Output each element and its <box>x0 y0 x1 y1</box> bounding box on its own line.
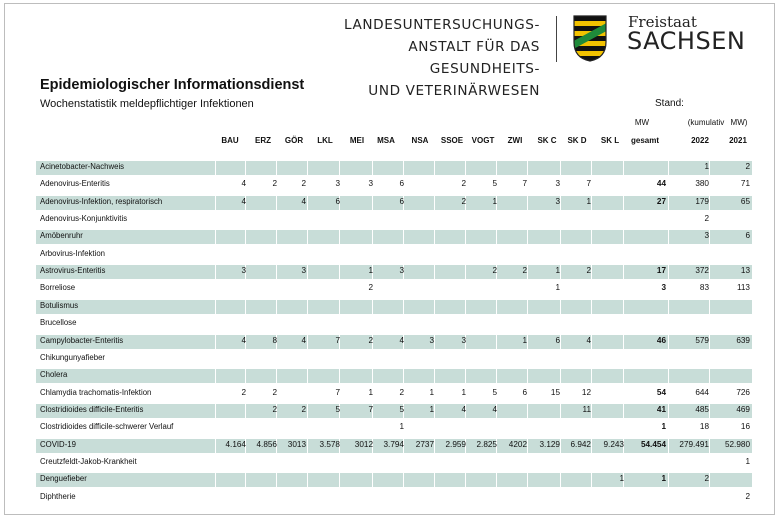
state-name: SACHSEN <box>627 27 746 55</box>
cell-divider <box>276 473 277 487</box>
cell-divider <box>434 369 435 383</box>
table-cell: 3.578 <box>319 439 340 449</box>
table-cell: 6 <box>522 387 527 397</box>
cell-divider <box>591 230 592 244</box>
cell-divider <box>372 369 373 383</box>
row-label: Arbovirus-Infektion <box>40 248 106 258</box>
table-cell: 3012 <box>354 439 373 449</box>
table-cell: 2 <box>704 474 709 484</box>
cell-divider <box>307 265 308 279</box>
table-cell: 3 <box>555 179 560 189</box>
state-label: Freistaat <box>628 13 697 31</box>
table-cell: 4 <box>461 404 466 414</box>
cell-divider <box>276 161 277 175</box>
table-cell: 13 <box>740 266 750 276</box>
row-label: Denguefieber <box>40 474 87 484</box>
table-cell: 27 <box>656 196 666 206</box>
row-label: Chikungunyafieber <box>40 352 106 362</box>
table-cell: 5 <box>492 179 497 189</box>
cell-divider <box>245 300 246 314</box>
table-cell: 1 <box>522 335 527 345</box>
table-cell: 4 <box>241 179 246 189</box>
table-cell: 2.825 <box>476 439 497 449</box>
cell-divider <box>245 369 246 383</box>
stand-label: Stand: <box>655 98 684 109</box>
cell-divider <box>560 230 561 244</box>
cell-divider <box>372 300 373 314</box>
cell-divider <box>560 161 561 175</box>
cell-divider <box>591 335 592 349</box>
cell-divider <box>623 230 624 244</box>
table-cell: 7 <box>586 179 591 189</box>
table-cell: 4 <box>492 404 497 414</box>
column-header: SK D <box>567 136 587 145</box>
table-cell: 644 <box>695 387 709 397</box>
table-row <box>36 230 753 244</box>
cell-divider <box>403 369 404 383</box>
cell-divider <box>752 300 753 314</box>
cell-divider <box>623 161 624 175</box>
table-cell: 11 <box>582 404 591 414</box>
table-cell: 83 <box>699 283 709 293</box>
table-row <box>36 456 753 470</box>
table-cell: 8 <box>272 335 277 345</box>
cell-divider <box>668 300 669 314</box>
cell-divider <box>307 473 308 487</box>
table-cell: 3 <box>661 283 666 293</box>
table-row <box>36 248 753 262</box>
table-row <box>36 300 753 314</box>
cell-divider <box>668 369 669 383</box>
cell-divider <box>465 161 466 175</box>
table-cell: 2 <box>368 283 373 293</box>
table-row <box>36 369 753 383</box>
table-cell: 6 <box>555 335 560 345</box>
column-header: SSOE <box>440 136 464 145</box>
cell-divider <box>560 369 561 383</box>
table-cell: 2 <box>704 214 709 224</box>
table-cell: 1 <box>661 474 666 484</box>
cell-divider <box>527 300 528 314</box>
cell-divider <box>276 300 277 314</box>
cell-divider <box>709 473 710 487</box>
table-cell: 3 <box>555 196 560 206</box>
cell-divider <box>752 161 753 175</box>
table-cell: 1 <box>745 456 750 466</box>
table-row <box>36 196 753 210</box>
page-title: Epidemiologischer Informationsdienst <box>40 77 305 93</box>
table-cell: 279.491 <box>679 439 709 449</box>
table-cell: 2 <box>461 179 466 189</box>
table-cell: 6.942 <box>570 439 591 449</box>
table-row <box>36 282 753 296</box>
cell-divider <box>434 265 435 279</box>
cell-divider <box>527 161 528 175</box>
table-cell: 7 <box>335 387 340 397</box>
row-label: Adenovirus-Enteritis <box>40 179 110 189</box>
agency-line-2: ANSTALT FÜR DAS GESUNDHEITS- <box>408 39 540 77</box>
header-mw: MW <box>634 118 650 127</box>
table-cell: 1 <box>555 266 560 276</box>
table-cell: 1 <box>492 196 497 206</box>
table-row <box>36 335 753 349</box>
cell-divider <box>307 300 308 314</box>
cell-divider <box>434 161 435 175</box>
column-header: MSA <box>377 136 395 145</box>
cell-divider <box>307 230 308 244</box>
table-cell: 372 <box>695 266 709 276</box>
table-cell: 44 <box>656 179 666 189</box>
table-row <box>36 265 753 279</box>
cell-divider <box>215 473 216 487</box>
table-row <box>36 213 753 227</box>
table-cell: 18 <box>699 422 709 432</box>
cell-divider <box>560 473 561 487</box>
table-cell: 3 <box>429 335 434 345</box>
cell-divider <box>245 473 246 487</box>
table-row <box>36 491 753 505</box>
table-cell: 4 <box>241 335 246 345</box>
table-row <box>36 352 753 366</box>
cell-divider <box>215 300 216 314</box>
row-label: Creutzfeldt-Jakob-Krankheit <box>40 456 137 466</box>
cell-divider <box>591 404 592 418</box>
table-cell: 3 <box>704 231 709 241</box>
table-cell: 17 <box>656 266 666 276</box>
table-cell: 71 <box>740 179 750 189</box>
table-cell: 3 <box>301 266 306 276</box>
column-header: SK L <box>600 136 620 145</box>
table-cell: 2737 <box>415 439 434 449</box>
table-cell: 7 <box>522 179 527 189</box>
table-cell: 3 <box>335 179 340 189</box>
table-cell: 4.164 <box>225 439 246 449</box>
header-divider <box>556 16 557 62</box>
column-header: GÖR <box>284 136 304 145</box>
agency-name <box>318 14 540 102</box>
table-cell: 54 <box>656 387 666 397</box>
table-cell: 1 <box>429 404 434 414</box>
table-cell: 6 <box>399 196 404 206</box>
cell-divider <box>527 230 528 244</box>
cell-divider <box>465 300 466 314</box>
cell-divider <box>496 300 497 314</box>
table-cell: 3 <box>461 335 466 345</box>
table-cell: 179 <box>695 196 709 206</box>
table-cell: 469 <box>736 404 750 414</box>
column-header: ZWI <box>507 136 523 145</box>
cell-divider <box>623 369 624 383</box>
cell-divider <box>339 369 340 383</box>
column-header: SK C <box>537 136 557 145</box>
table-cell: 7 <box>368 404 373 414</box>
row-label: Brucellose <box>40 318 77 328</box>
table-cell: 2 <box>272 387 277 397</box>
table-cell: 726 <box>736 387 750 397</box>
column-header: NSA <box>411 136 429 145</box>
cell-divider <box>372 473 373 487</box>
table-cell: 380 <box>695 179 709 189</box>
table-cell: 485 <box>695 404 709 414</box>
table-cell: 1 <box>461 387 466 397</box>
row-label: Campylobacter-Enteritis <box>40 335 124 345</box>
table-cell: 3 <box>241 266 246 276</box>
table-cell: 5 <box>492 387 497 397</box>
cell-divider <box>245 161 246 175</box>
column-header: LKL <box>317 136 333 145</box>
row-label: Chlamydia trachomatis-Infektion <box>40 387 152 397</box>
agency-line-1: LANDESUNTERSUCHUNGS- <box>344 17 540 33</box>
cell-divider <box>339 473 340 487</box>
table-cell: 54.454 <box>640 439 666 449</box>
column-header: ERZ <box>255 136 271 145</box>
row-label: Acinetobacter-Nachweis <box>40 162 125 171</box>
table-cell: 1 <box>555 283 560 293</box>
table-row <box>36 473 753 487</box>
table-row <box>36 439 753 453</box>
table-cell: 579 <box>695 335 709 345</box>
table-cell: 4202 <box>508 439 527 449</box>
column-header: BAU <box>221 136 239 145</box>
table-cell: 15 <box>550 387 560 397</box>
cell-divider <box>215 230 216 244</box>
header-mw-close: MW) <box>730 118 748 127</box>
cell-divider <box>752 335 753 349</box>
row-label: Clostridioides difficile-Enteritis <box>40 404 144 414</box>
table-cell: 7 <box>335 335 340 345</box>
table-row <box>36 387 753 401</box>
cell-divider <box>307 369 308 383</box>
cell-divider <box>709 300 710 314</box>
table-row <box>36 421 753 435</box>
table-cell: 2 <box>492 266 497 276</box>
cell-divider <box>591 196 592 210</box>
row-label: Adenovirus-Konjunktivitis <box>40 214 128 224</box>
table-cell: 41 <box>656 404 666 414</box>
table-cell: 2 <box>301 179 306 189</box>
cell-divider <box>434 230 435 244</box>
cell-divider <box>527 404 528 418</box>
table-row <box>36 161 753 175</box>
cell-divider <box>527 369 528 383</box>
cell-divider <box>276 230 277 244</box>
table-cell: 6 <box>335 196 340 206</box>
table-cell: 6 <box>399 179 404 189</box>
row-label: Cholera <box>40 370 68 380</box>
table-cell: 4 <box>586 335 591 345</box>
table-cell: 9.243 <box>603 439 624 449</box>
cell-divider <box>591 369 592 383</box>
cell-divider <box>465 230 466 244</box>
cell-divider <box>527 473 528 487</box>
row-label: Astrovirus-Enteritis <box>40 266 106 276</box>
table-cell: 2 <box>301 404 306 414</box>
cell-divider <box>215 161 216 175</box>
column-header: 2022 <box>691 136 709 145</box>
table-cell: 1 <box>704 162 709 171</box>
cell-divider <box>245 230 246 244</box>
table-cell: 12 <box>581 387 591 397</box>
table-cell: 1 <box>661 422 666 432</box>
coat-of-arms-icon <box>572 14 608 62</box>
table-cell: 2 <box>241 387 246 397</box>
column-header: VOGT <box>471 136 495 145</box>
table-row <box>36 404 753 418</box>
table-cell: 4 <box>301 196 306 206</box>
table-cell: 3013 <box>287 439 306 449</box>
table-cell: 1 <box>586 196 591 206</box>
cell-divider <box>403 300 404 314</box>
cell-divider <box>591 161 592 175</box>
cell-divider <box>752 265 753 279</box>
cell-divider <box>307 161 308 175</box>
table-cell: 2 <box>461 196 466 206</box>
table-row <box>36 317 753 331</box>
cell-divider <box>276 369 277 383</box>
cell-divider <box>496 230 497 244</box>
column-header: 2021 <box>729 136 747 145</box>
cell-divider <box>339 161 340 175</box>
table-cell: 2.959 <box>445 439 466 449</box>
column-header: MEI <box>349 136 365 145</box>
table-cell: 4 <box>241 196 246 206</box>
table-cell: 52.980 <box>724 439 750 449</box>
table-cell: 3 <box>368 179 373 189</box>
cell-divider <box>215 404 216 418</box>
row-label: Borreliose <box>40 283 76 293</box>
cell-divider <box>752 439 753 453</box>
cell-divider <box>434 473 435 487</box>
table-cell: 2 <box>272 179 277 189</box>
cell-divider <box>496 369 497 383</box>
cell-divider <box>372 230 373 244</box>
cell-divider <box>591 265 592 279</box>
table-cell: 4 <box>301 335 306 345</box>
table-cell: 6 <box>745 231 750 241</box>
row-label: Clostridioides difficile-schwerer Verlauf <box>40 422 174 432</box>
cell-divider <box>465 473 466 487</box>
table-cell: 1 <box>619 474 624 484</box>
cell-divider <box>339 300 340 314</box>
cell-divider <box>496 161 497 175</box>
table-cell: 5 <box>335 404 340 414</box>
row-label: Amöbenruhr <box>40 231 83 241</box>
table-cell: 113 <box>736 283 750 293</box>
row-label: Botulismus <box>40 300 79 310</box>
table-cell: 2 <box>745 162 750 171</box>
table-cell: 5 <box>399 404 404 414</box>
row-label: Diphtherie <box>40 491 76 501</box>
cell-divider <box>752 473 753 487</box>
agency-line-3: UND VETERINÄRWESEN <box>368 83 540 99</box>
table-cell: 4 <box>399 335 404 345</box>
table-cell: 3.794 <box>383 439 404 449</box>
cell-divider <box>403 230 404 244</box>
table-cell: 2 <box>522 266 527 276</box>
cell-divider <box>496 473 497 487</box>
header-kumulativ: (kumulativ <box>687 118 725 127</box>
cell-divider <box>215 369 216 383</box>
table-cell: 1 <box>368 266 373 276</box>
table-cell: 3 <box>399 266 404 276</box>
cell-divider <box>465 369 466 383</box>
table-cell: 2 <box>368 335 373 345</box>
table-cell: 1 <box>399 422 404 432</box>
table-cell: 1 <box>429 387 434 397</box>
table-cell: 46 <box>656 335 666 345</box>
cell-divider <box>434 300 435 314</box>
cell-divider <box>752 369 753 383</box>
cell-divider <box>560 300 561 314</box>
table-cell: 2 <box>745 491 750 501</box>
page-subtitle: Wochenstatistik meldepflichtiger Infektionen <box>40 98 254 110</box>
cell-divider <box>752 404 753 418</box>
cell-divider <box>709 369 710 383</box>
table-cell: 4.856 <box>256 439 277 449</box>
row-label: COVID-19 <box>40 439 76 449</box>
column-header: gesamt <box>630 136 659 145</box>
cell-divider <box>591 300 592 314</box>
cell-divider <box>339 230 340 244</box>
table-row <box>36 178 753 192</box>
row-label: Adenovirus-Infektion, respiratorisch <box>40 196 163 206</box>
table-cell: 1 <box>368 387 373 397</box>
cell-divider <box>372 161 373 175</box>
table-cell: 16 <box>740 422 750 432</box>
table-cell: 639 <box>736 335 750 345</box>
cell-divider <box>752 230 753 244</box>
table-cell: 2 <box>272 404 277 414</box>
table-cell: 65 <box>740 196 750 206</box>
table-cell: 3.129 <box>539 439 560 449</box>
cell-divider <box>403 161 404 175</box>
table-cell: 2 <box>399 387 404 397</box>
cell-divider <box>403 473 404 487</box>
table-cell: 2 <box>586 266 591 276</box>
cell-divider <box>623 300 624 314</box>
cell-divider <box>752 196 753 210</box>
